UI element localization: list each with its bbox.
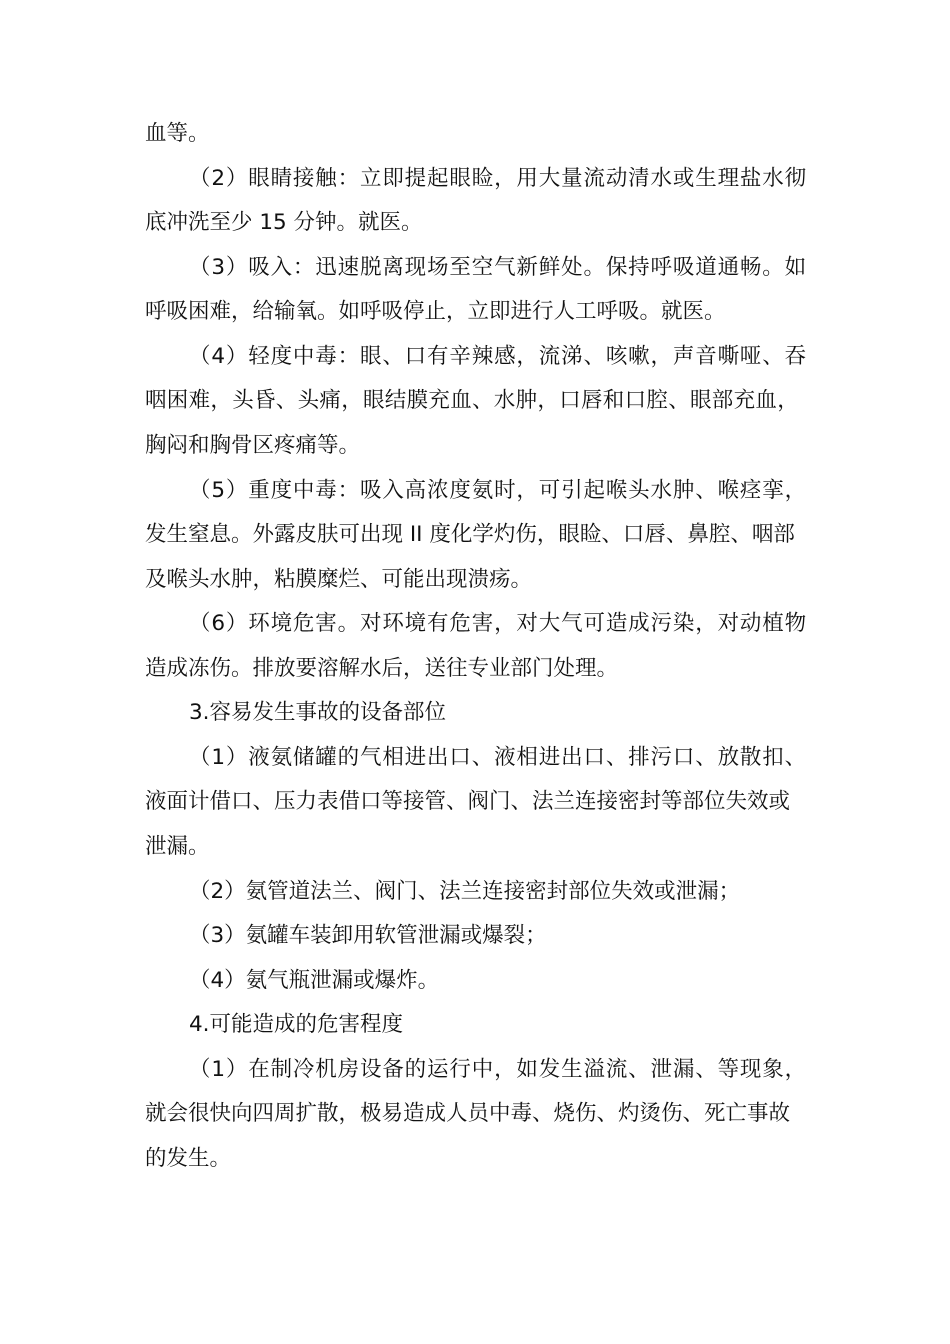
paragraph-line: 发生窒息。外露皮肤可出现 II 度化学灼伤，眼睑、口唇、鼻腔、咽部 [145,522,795,547]
paragraph-line: 的发生。 [145,1146,232,1171]
paragraph-line: （1）液氨储罐的气相进出口、液相进出口、排污口、放散扣、 [189,745,807,770]
paragraph-line: 胸闷和胸骨区疼痛等。 [145,433,361,458]
paragraph-line: （4）轻度中毒：眼、口有辛辣感，流涕、咳嗽，声音嘶哑、吞 [189,344,807,369]
paragraph-line: （4）氨气瓶泄漏或爆炸。 [189,968,440,993]
paragraph-line: （3）氨罐车装卸用软管泄漏或爆裂； [189,923,547,948]
paragraph-line: （6）环境危害。对环境有危害，对大气可造成污染，对动植物 [189,611,807,636]
paragraph-line: 呼吸困难，给输氧。如呼吸停止，立即进行人工呼吸。就医。 [145,299,726,324]
paragraph-line: （2）眼睛接触：立即提起眼睑，用大量流动清水或生理盐水彻 [189,166,807,191]
paragraph-line: （2）氨管道法兰、阀门、法兰连接密封部位失效或泄漏； [189,879,741,904]
paragraph-line: （5）重度中毒：吸入高浓度氨时，可引起喉头水肿、喉痉挛， [189,478,807,503]
section-heading: 3.容易发生事故的设备部位 [189,700,447,725]
paragraph-line: （3）吸入：迅速脱离现场至空气新鲜处。保持呼吸道通畅。如 [189,255,807,280]
paragraph-line: 底冲洗至少 15 分钟。就医。 [145,210,423,235]
paragraph-line: 就会很快向四周扩散，极易造成人员中毒、烧伤、灼烫伤、死亡事故 [145,1101,791,1126]
paragraph-line: 及喉头水肿，粘膜糜烂、可能出现溃疡。 [145,567,533,592]
paragraph-line: 咽困难，头昏、头痛，眼结膜充血、水肿，口唇和口腔、眼部充血， [145,388,800,413]
section-heading: 4.可能造成的危害程度 [189,1012,404,1037]
paragraph-line: 泄漏。 [145,834,210,859]
paragraph-line: 血等。 [145,121,210,146]
paragraph-line: 液面计借口、压力表借口等接管、阀门、法兰连接密封等部位失效或 [145,789,791,814]
paragraph-line: （1）在制冷机房设备的运行中，如发生溢流、泄漏、等现象， [189,1057,807,1082]
paragraph-line: 造成冻伤。排放要溶解水后，送往专业部门处理。 [145,656,619,681]
